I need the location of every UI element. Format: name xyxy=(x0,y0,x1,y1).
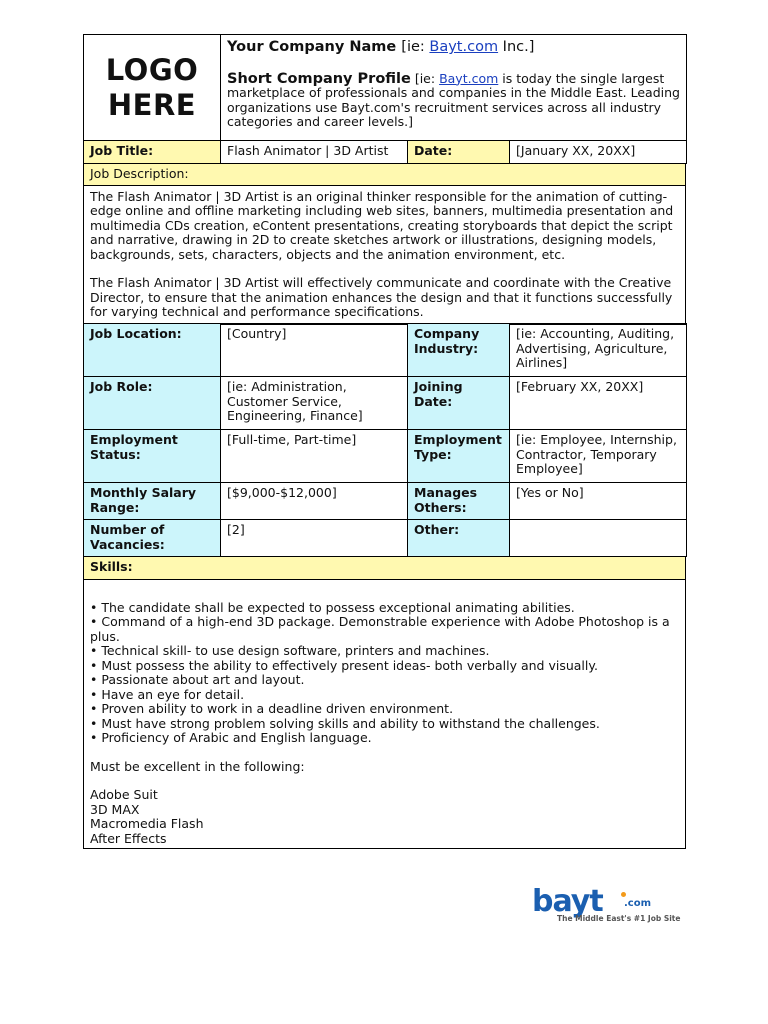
skill-bullet: • Proficiency of Arabic and English language. xyxy=(90,730,372,745)
tool-item: 3D MAX xyxy=(90,801,140,817)
employment-status-label: Employment Status: xyxy=(84,430,221,483)
vacancies-label: Number of Vacancies: xyxy=(84,520,221,557)
job-location-label: Job Location: xyxy=(84,324,221,377)
company-profile xyxy=(227,72,680,130)
tool-item: Macromedia Flash xyxy=(90,816,204,831)
company-name-prefix: [ie: xyxy=(401,39,430,55)
date-value: [January XX, 20XX] xyxy=(510,141,687,164)
skill-bullet: • Command of a high-end 3D package. Demonstrable experience with Adobe Photoshop is a plus. xyxy=(90,614,670,644)
job-role-value: [ie: Administration, Customer Service, Engineering, Finance] xyxy=(221,377,408,430)
bayt-brand-suffix: .com xyxy=(624,898,652,909)
tool-item: Adobe Suit xyxy=(90,787,158,802)
logo-placeholder xyxy=(84,35,221,141)
vacancies-value: [2] xyxy=(221,520,408,557)
company-name-link[interactable]: Bayt.com xyxy=(429,39,499,55)
job-description-paragraph-1: The Flash Animator | 3D Artist is an original thinker responsible for the animation of cutting-edge online and offline marketing including web sites, banners, multimedia presentation and multimedia CDs creation, eContent presentations, creating storyboards that depict the script and narrative, drawing in 2D to create sketches artwork or illustrations, designing models, backgrounds, sets, characters, objects and the animation environment, etc. xyxy=(90,188,674,262)
employment-type-label: Employment Type: xyxy=(408,430,510,483)
skill-bullet: • Proven ability to work in a deadline driven environment. xyxy=(90,701,454,716)
bayt-dot-icon xyxy=(621,892,626,897)
bayt-tagline: The Middle East's #1 Job Site xyxy=(557,914,681,923)
logo-line-2: HERE xyxy=(107,87,197,122)
skill-bullet: • Passionate about art and layout. xyxy=(90,672,305,687)
skill-bullet: • Must have strong problem solving skills and ability to withstand the challenges. xyxy=(90,715,600,731)
skills-body xyxy=(84,579,686,849)
details-table xyxy=(83,323,687,557)
logo-line-1: LOGO xyxy=(105,52,199,87)
skills-list xyxy=(90,601,679,746)
joining-date-label: Joining Date: xyxy=(408,377,510,430)
company-profile-text: is today the single largest marketplace of professionals and companies in the Middle East. Leading organizations use Bayt.com's recruitment services across all industry categories and career levels.] xyxy=(227,70,680,129)
job-role-label: Job Role: xyxy=(84,377,221,430)
skill-bullet: • Have an eye for detail. xyxy=(90,686,245,702)
job-title-label: Job Title: xyxy=(84,141,221,164)
job-description-paragraph-2: The Flash Animator | 3D Artist will effectively communicate and coordinate with the Creative Director, to ensure that the animation enhances the design and that it functions successfully for varying technical and performance specifications. xyxy=(90,275,673,319)
job-title-value: Flash Animator | 3D Artist xyxy=(221,141,408,164)
skills-label: Skills: xyxy=(84,556,686,579)
other-value xyxy=(510,520,687,557)
description-table xyxy=(83,163,686,325)
manages-others-label: Manages Others: xyxy=(408,483,510,520)
company-profile-label: Short Company Profile xyxy=(227,70,411,87)
monthly-salary-value: [$9,000-$12,000] xyxy=(221,483,408,520)
job-location-value: [Country] xyxy=(221,324,408,377)
excellent-intro: Must be excellent in the following: xyxy=(90,758,305,774)
job-description-body xyxy=(84,185,686,324)
job-description-label: Job Description: xyxy=(84,163,686,185)
company-name-label: Your Company Name xyxy=(227,39,397,55)
manages-others-value: [Yes or No] xyxy=(510,483,687,520)
header-table xyxy=(83,34,687,164)
employment-status-value: [Full-time, Part-time] xyxy=(221,430,408,483)
employment-type-value: [ie: Employee, Internship, Contractor, Temporary Employee] xyxy=(510,430,687,483)
company-industry-label: Company Industry: xyxy=(408,324,510,377)
company-name xyxy=(227,40,680,55)
tools-list xyxy=(90,788,679,846)
monthly-salary-label: Monthly Salary Range: xyxy=(84,483,221,520)
skill-bullet: • Technical skill- to use design software, printers and machines. xyxy=(90,643,490,658)
company-profile-prefix: [ie: xyxy=(410,70,440,86)
date-label: Date: xyxy=(408,141,510,164)
company-name-suffix: Inc.] xyxy=(498,39,535,55)
bayt-brand: bayt xyxy=(532,884,603,919)
skill-bullet: • Must possess the ability to effectively present ideas- both verbally and visually. xyxy=(90,657,598,673)
tool-item: After Effects xyxy=(90,830,167,846)
bayt-footer-logo xyxy=(532,884,682,926)
joining-date-value: [February XX, 20XX] xyxy=(510,377,687,430)
company-profile-link[interactable]: Bayt.com xyxy=(439,70,499,86)
skills-table xyxy=(83,556,686,850)
skill-bullet: • The candidate shall be expected to possess exceptional animating abilities. xyxy=(90,599,575,615)
company-info xyxy=(221,35,687,141)
company-industry-value: [ie: Accounting, Auditing, Advertising, Agriculture, Airlines] xyxy=(510,324,687,377)
job-description-form xyxy=(83,34,686,849)
other-label: Other: xyxy=(408,520,510,557)
